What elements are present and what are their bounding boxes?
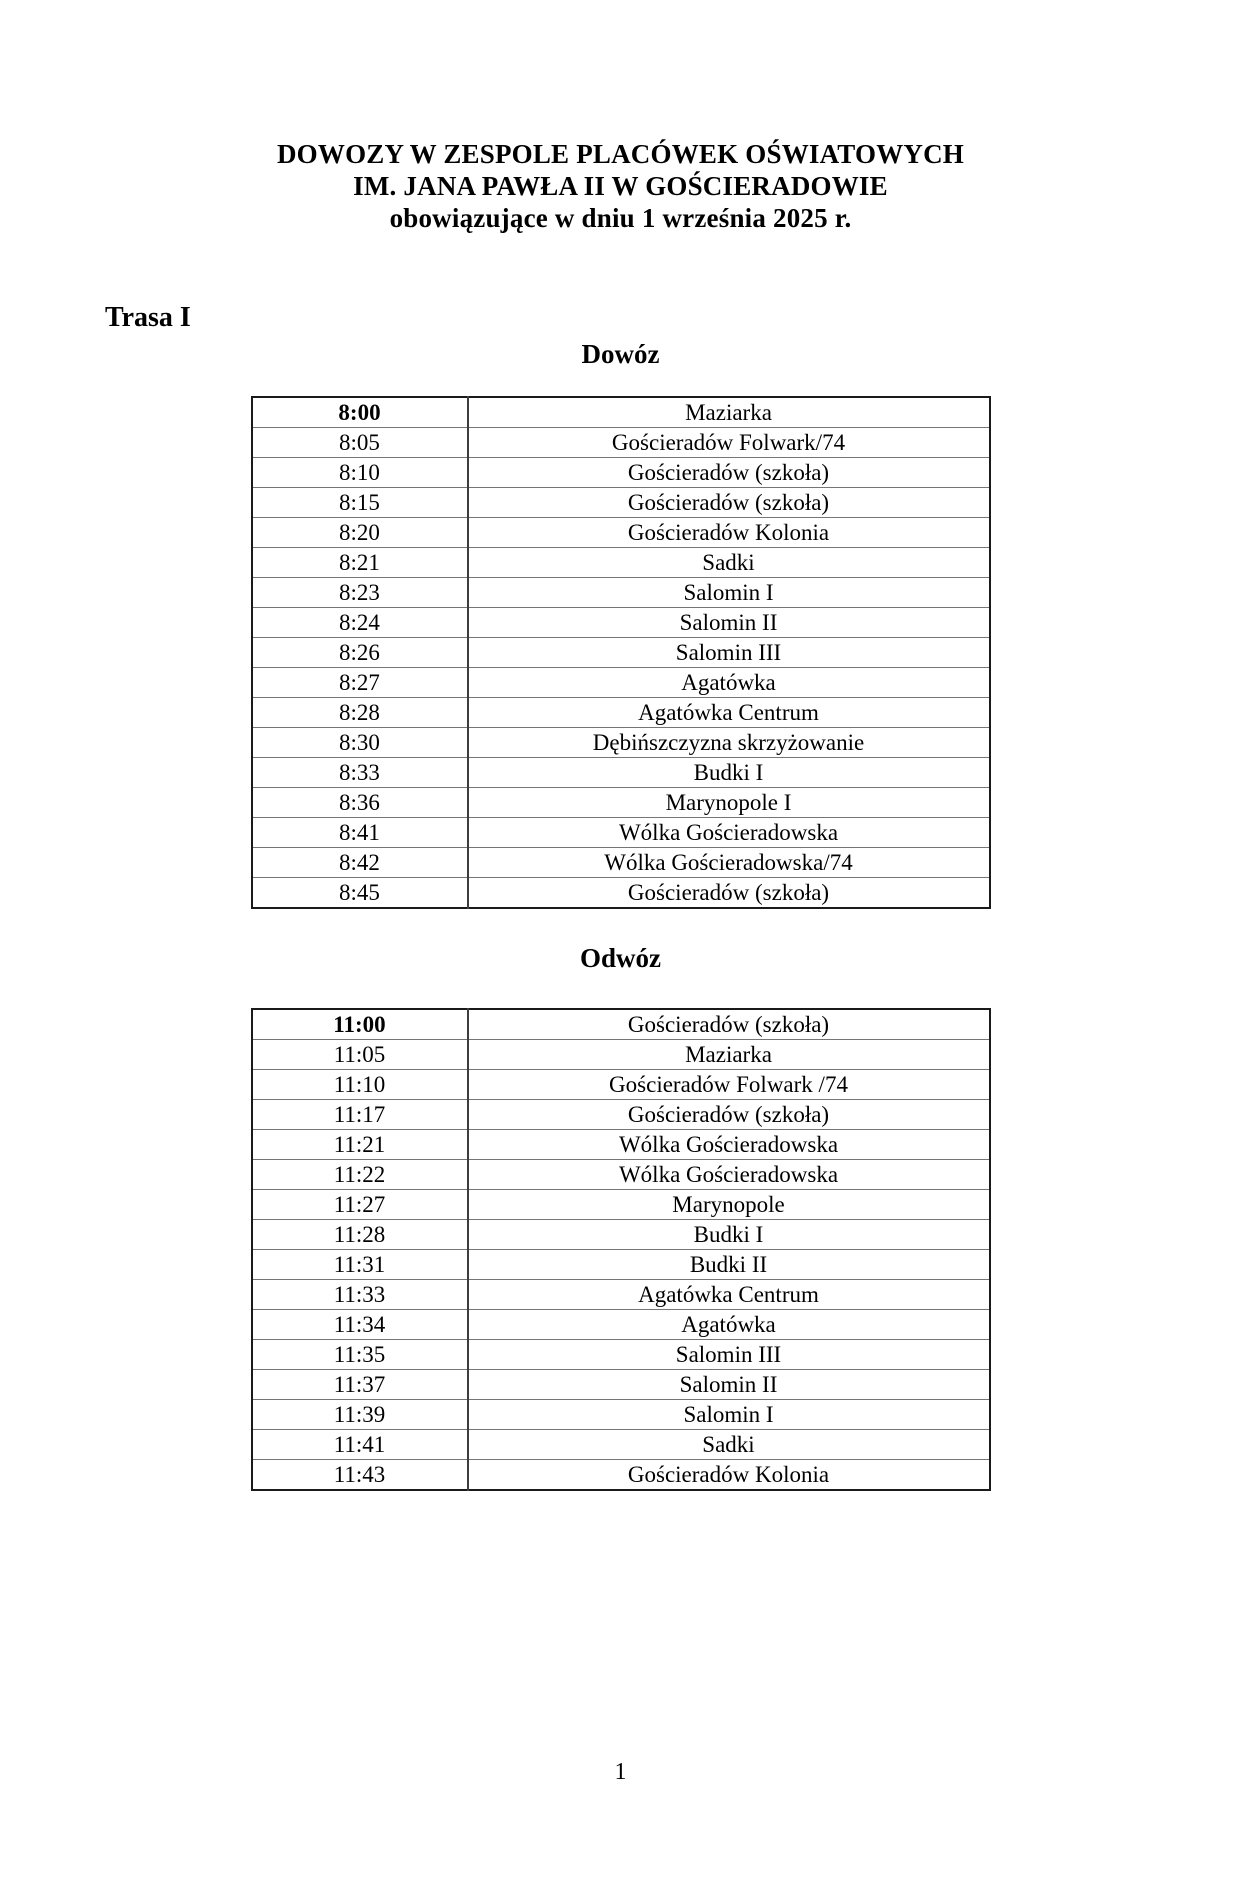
time-cell: 8:28 xyxy=(252,698,468,728)
stop-cell: Budki I xyxy=(468,1220,990,1250)
stop-cell: Wólka Gościeradowska xyxy=(468,818,990,848)
stop-cell: Marynopole I xyxy=(468,788,990,818)
time-cell: 11:39 xyxy=(252,1400,468,1430)
schedule-table-odwoz xyxy=(251,1008,991,1491)
table-row xyxy=(252,1070,990,1100)
time-cell: 11:37 xyxy=(252,1370,468,1400)
stop-cell: Agatówka Centrum xyxy=(468,698,990,728)
stop-cell: Dębińszczyzna skrzyżowanie xyxy=(468,728,990,758)
time-cell: 11:33 xyxy=(252,1280,468,1310)
time-cell: 8:15 xyxy=(252,488,468,518)
stop-cell: Gościeradów (szkoła) xyxy=(468,488,990,518)
table-row xyxy=(252,1400,990,1430)
table-row xyxy=(252,1220,990,1250)
stop-cell: Sadki xyxy=(468,548,990,578)
time-cell: 8:30 xyxy=(252,728,468,758)
title-line-2: IM. JANA PAWŁA II W GOŚCIERADOWIE xyxy=(353,171,888,201)
time-cell: 8:23 xyxy=(252,578,468,608)
title-line-3: obowiązujące w dniu 1 września 2025 r. xyxy=(389,203,852,233)
stop-cell: Agatówka xyxy=(468,668,990,698)
stop-cell: Salomin III xyxy=(468,1340,990,1370)
stop-cell: Agatówka xyxy=(468,1310,990,1340)
table-row xyxy=(252,548,990,578)
time-cell: 11:10 xyxy=(252,1070,468,1100)
time-cell: 11:21 xyxy=(252,1130,468,1160)
stop-cell: Gościeradów (szkoła) xyxy=(468,1100,990,1130)
table-row xyxy=(252,878,990,909)
time-cell: 11:00 xyxy=(252,1009,468,1040)
time-cell: 11:28 xyxy=(252,1220,468,1250)
stop-cell: Salomin I xyxy=(468,578,990,608)
table-row xyxy=(252,668,990,698)
stop-cell: Gościeradów (szkoła) xyxy=(468,1009,990,1040)
stop-cell: Salomin II xyxy=(468,608,990,638)
section-heading-dowoz: Dowóz xyxy=(581,339,660,369)
table-row xyxy=(252,488,990,518)
time-cell: 8:20 xyxy=(252,518,468,548)
stop-cell: Wólka Gościeradowska xyxy=(468,1160,990,1190)
time-cell: 11:22 xyxy=(252,1160,468,1190)
document-page xyxy=(0,138,1241,1893)
table-row xyxy=(252,1040,990,1070)
time-cell: 8:00 xyxy=(252,397,468,428)
time-cell: 8:10 xyxy=(252,458,468,488)
time-cell: 11:17 xyxy=(252,1100,468,1130)
stop-cell: Salomin III xyxy=(468,638,990,668)
time-cell: 11:27 xyxy=(252,1190,468,1220)
stop-cell: Gościeradów Folwark /74 xyxy=(468,1070,990,1100)
time-cell: 11:31 xyxy=(252,1250,468,1280)
time-cell: 11:34 xyxy=(252,1310,468,1340)
time-cell: 8:21 xyxy=(252,548,468,578)
stop-cell: Gościeradów (szkoła) xyxy=(468,878,990,909)
table-row xyxy=(252,578,990,608)
time-cell: 8:45 xyxy=(252,878,468,909)
table-row xyxy=(252,698,990,728)
table-row xyxy=(252,758,990,788)
table-row xyxy=(252,1100,990,1130)
time-cell: 11:41 xyxy=(252,1430,468,1460)
stop-cell: Sadki xyxy=(468,1430,990,1460)
time-cell: 8:41 xyxy=(252,818,468,848)
stop-cell: Wólka Gościeradowska/74 xyxy=(468,848,990,878)
stop-cell: Agatówka Centrum xyxy=(468,1280,990,1310)
schedule-table-dowoz xyxy=(251,396,991,909)
table-row xyxy=(252,1160,990,1190)
time-cell: 8:24 xyxy=(252,608,468,638)
table-row xyxy=(252,1310,990,1340)
stop-cell: Maziarka xyxy=(468,1040,990,1070)
page-number: 1 xyxy=(614,1759,627,1785)
table-row xyxy=(252,728,990,758)
time-cell: 8:36 xyxy=(252,788,468,818)
document-title xyxy=(0,138,1241,234)
stop-cell: Gościeradów (szkoła) xyxy=(468,458,990,488)
table-row xyxy=(252,608,990,638)
time-cell: 8:27 xyxy=(252,668,468,698)
time-cell: 8:42 xyxy=(252,848,468,878)
table-row xyxy=(252,1340,990,1370)
stop-cell: Budki II xyxy=(468,1250,990,1280)
stop-cell: Gościeradów Folwark/74 xyxy=(468,428,990,458)
stop-cell: Maziarka xyxy=(468,397,990,428)
stop-cell: Budki I xyxy=(468,758,990,788)
stop-cell: Salomin II xyxy=(468,1370,990,1400)
table-row xyxy=(252,1130,990,1160)
table-row xyxy=(252,1430,990,1460)
table-row xyxy=(252,428,990,458)
stop-cell: Gościeradów Kolonia xyxy=(468,1460,990,1491)
table-row xyxy=(252,788,990,818)
table-row xyxy=(252,1190,990,1220)
time-cell: 8:33 xyxy=(252,758,468,788)
table-row xyxy=(252,458,990,488)
stop-cell: Salomin I xyxy=(468,1400,990,1430)
table-row xyxy=(252,518,990,548)
time-cell: 11:35 xyxy=(252,1340,468,1370)
table-row xyxy=(252,848,990,878)
table-row xyxy=(252,1250,990,1280)
table-row xyxy=(252,818,990,848)
table-row xyxy=(252,638,990,668)
table-row xyxy=(252,397,990,428)
stop-cell: Marynopole xyxy=(468,1190,990,1220)
stop-cell: Wólka Gościeradowska xyxy=(468,1130,990,1160)
time-cell: 8:26 xyxy=(252,638,468,668)
table-row xyxy=(252,1370,990,1400)
time-cell: 11:43 xyxy=(252,1460,468,1491)
time-cell: 11:05 xyxy=(252,1040,468,1070)
section-heading-odwoz: Odwóz xyxy=(580,943,661,973)
time-cell: 8:05 xyxy=(252,428,468,458)
title-line-1: DOWOZY W ZESPOLE PLACÓWEK OŚWIATOWYCH xyxy=(276,139,965,169)
table-row xyxy=(252,1280,990,1310)
route-label: Trasa I xyxy=(105,302,191,333)
stop-cell: Gościeradów Kolonia xyxy=(468,518,990,548)
table-row xyxy=(252,1009,990,1040)
table-row xyxy=(252,1460,990,1491)
